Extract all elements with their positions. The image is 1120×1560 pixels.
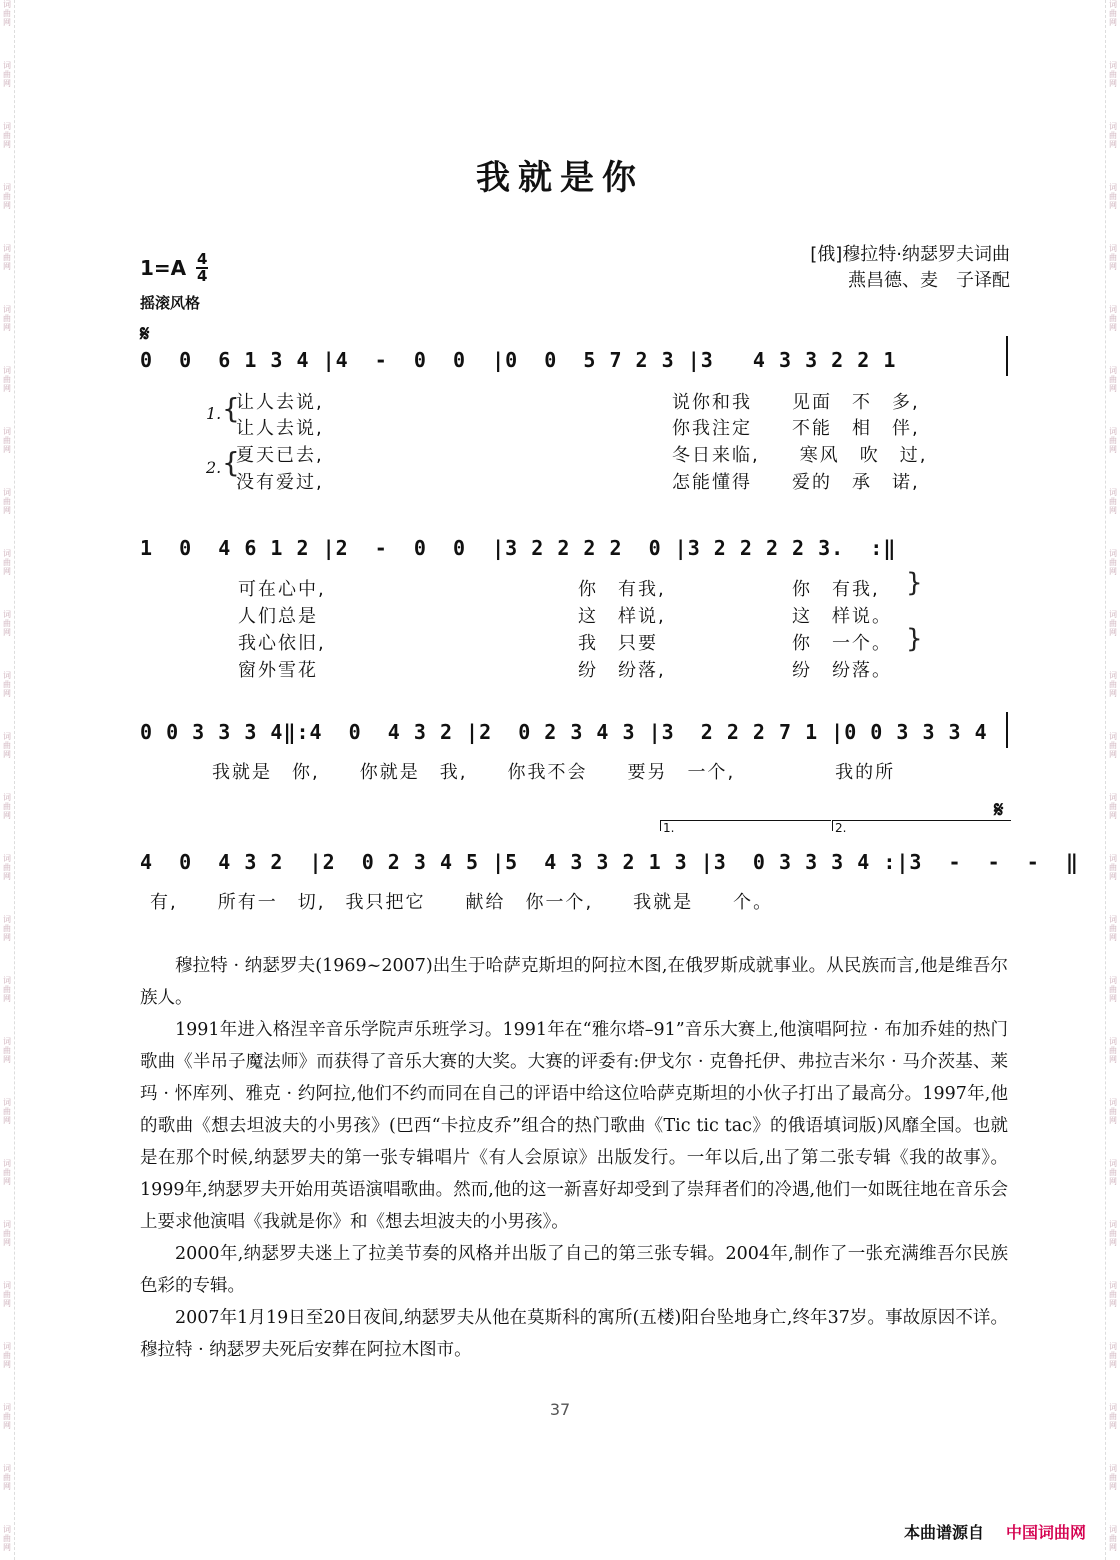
- footer-source-label: 本曲谱源自: [903, 1523, 984, 1542]
- system-1-lyric-4-left: 没有爱过,: [236, 472, 324, 493]
- credit-composer: [俄]穆拉特·纳瑟罗夫词曲: [810, 244, 1010, 265]
- system-2-lyric-4-b: 纷 纷落,: [578, 660, 666, 681]
- watermark-text: 词 曲 网: [1109, 549, 1117, 576]
- watermark-text: 词 曲 网: [1109, 61, 1117, 88]
- segno-sign-end: 𝄋: [994, 798, 1004, 823]
- watermark-text: 词 曲 网: [3, 915, 11, 942]
- watermark-text: 词 曲 网: [3, 366, 11, 393]
- system-2-lyric-2-b: 这 样说,: [578, 606, 666, 627]
- credit-translator: 燕昌德、麦 子译配: [848, 270, 1010, 291]
- watermark-text: 词 曲 网: [3, 549, 11, 576]
- verse-1-brace: {: [222, 392, 240, 425]
- paragraph-2: 1991年进入格涅辛音乐学院声乐班学习。1991年在“雅尔塔–91”音乐大赛上,他演唱阿拉 · 布加乔娃的热门歌曲《半吊子魔法师》而获得了音乐大赛的大奖。大赛的评委有:伊戈尔 · 克鲁托伊、弗拉吉米尔 · 马介茨基、莱玛 · 怀库列、雅克 · 约阿拉,他们不约而同在自己的评语中给这位哈萨克斯坦的小伙子打出了最高分。1997年,他的歌曲《想去坦波夫的小男孩》(巴西“卡拉皮乔”组合的热门歌曲《Tic tic tac》的俄语填词版)风靡全国。也就是在那个时候,纳瑟罗夫的第一张专辑唱片《有人会原谅》出版发行。一年以后,出了第二张专辑《我的故事》。1999年,纳瑟罗夫开始用英语演唱歌曲。然而,他的这一新喜好却受到了崇拜者们的冷遇,他们一如既往地在音乐会上要求他演唱《我就是你》和《想去坦波夫的小男孩》。: [140, 1020, 1008, 1232]
- watermark-text: 词 曲 网: [3, 732, 11, 759]
- watermark-text: 词 曲 网: [1109, 1342, 1117, 1369]
- watermark-text: 词 曲 网: [1109, 1159, 1117, 1186]
- system-4-lyrics: 有, 所有一 切, 我只把它 献给 你一个, 我就是 个。: [150, 892, 774, 913]
- watermark-text: 词 曲 网: [3, 854, 11, 881]
- system-2-lyric-4-a: 窗外雪花: [238, 660, 318, 681]
- volta-second-ending: 2.: [832, 820, 1011, 831]
- page-number: 37: [549, 1400, 571, 1419]
- system-1-lyric-2-left: 让人去说,: [236, 418, 324, 439]
- watermark-text: 词 曲 网: [1109, 915, 1117, 942]
- watermark-text: 词 曲 网: [1109, 488, 1117, 515]
- watermark-text: 词 曲 网: [3, 61, 11, 88]
- watermark-text: 词 曲 网: [1109, 671, 1117, 698]
- system-1-lyric-4-right: 怎能懂得 爱的 承 诺,: [672, 472, 920, 493]
- key-signature: 1=A: [140, 256, 187, 280]
- watermark-text: 词 曲 网: [1109, 976, 1117, 1003]
- watermark-text: 词 曲 网: [1109, 610, 1117, 637]
- paragraph-1: 穆拉特 · 纳瑟罗夫(1969~2007)出生于哈萨克斯坦的阿拉木图,在俄罗斯成就事业。从民族而言,他是维吾尔族人。: [140, 956, 1008, 1008]
- watermark-text: 词 曲 网: [1109, 244, 1117, 271]
- song-title: 我就是你: [476, 158, 644, 198]
- watermark-text: 词 曲 网: [1109, 305, 1117, 332]
- watermark-text: 词 曲 网: [1109, 732, 1117, 759]
- watermark-text: 词 曲 网: [1109, 1464, 1117, 1491]
- watermark-text: 词 曲 网: [3, 793, 11, 820]
- watermark-text: 词 曲 网: [1109, 427, 1117, 454]
- watermark-text: 词 曲 网: [3, 671, 11, 698]
- system-2-lyric-1-b: 你 有我,: [578, 579, 666, 600]
- watermark-text: 词 曲 网: [3, 427, 11, 454]
- system-1-notes: 0 0 6 1 3 4 |4 - 0 0 |0 0 5 7 2 3 |3 4 3 3 2 2 1: [140, 348, 897, 372]
- system-3-notes: 0 0 3 3 3 4‖:4 0 4 3 2 |2 0 2 3 4 3 |3 2 2 2 7 1 |0 0 3 3 3 4: [140, 720, 988, 744]
- watermark-text: 词 曲 网: [3, 1281, 11, 1308]
- system-3-lyrics: 我就是 你, 你就是 我, 你我不会 要另 一个, 我的所: [212, 762, 896, 783]
- watermark-text: 词 曲 网: [3, 1159, 11, 1186]
- watermark-text: 词 曲 网: [1109, 793, 1117, 820]
- paragraph-4: 2007年1月19日至20日夜间,纳瑟罗夫从他在莫斯科的寓所(五楼)阳台坠地身亡,终年37岁。事故原因不详。穆拉特 · 纳瑟罗夫死后安葬在阿拉木图市。: [140, 1308, 1008, 1360]
- watermark-text: 词 曲 网: [3, 244, 11, 271]
- time-signature: [196, 252, 208, 284]
- system-2-lyric-3-b: 我 只要: [578, 633, 658, 654]
- verse-2-marker: 2.: [206, 458, 222, 477]
- system-2-lyric-3-a: 我心依旧,: [238, 633, 326, 654]
- footer-source: [904, 1520, 1086, 1543]
- watermark-text: 词 曲 网: [1109, 1281, 1117, 1308]
- watermark-text: 词 曲 网: [3, 1037, 11, 1064]
- paragraph-3: 2000年,纳瑟罗夫迷上了拉美节奏的风格并出版了自己的第三张专辑。2004年,制作了一张充满维吾尔民族色彩的专辑。: [140, 1244, 1008, 1296]
- watermark-text: 词 曲 网: [3, 0, 11, 27]
- watermark-text: 词 曲 网: [3, 976, 11, 1003]
- system-2-lyric-1-c: 你 有我,: [792, 579, 880, 600]
- watermark-text: 词 曲 网: [3, 122, 11, 149]
- watermark-text: 词 曲 网: [1109, 854, 1117, 881]
- watermark-text: 词 曲 网: [1109, 122, 1117, 149]
- side-watermark-right: [1105, 0, 1120, 1560]
- watermark-text: 词 曲 网: [1109, 0, 1117, 27]
- system-4-notes: 4 0 4 3 2 |2 0 2 3 4 5 |5 4 3 3 2 1 3 |3 0 3 3 3 4 :|3 - - - ‖: [140, 850, 1079, 874]
- watermark-text: 词 曲 网: [3, 1464, 11, 1491]
- watermark-text: 词 曲 网: [1109, 1037, 1117, 1064]
- watermark-text: 词 曲 网: [1109, 1098, 1117, 1125]
- verse-2-brace: {: [222, 446, 240, 479]
- verse-1-marker: 1.: [206, 404, 222, 423]
- system-2-lyric-2-a: 人们总是: [238, 606, 318, 627]
- volta-first-ending: 1.: [660, 820, 831, 831]
- watermark-text: 词 曲 网: [3, 1342, 11, 1369]
- system-1-lyric-1-left: 让人去说,: [236, 392, 324, 413]
- time-signature-top: 4: [197, 250, 208, 268]
- watermark-text: 词 曲 网: [3, 183, 11, 210]
- system-3-end-barline: [1006, 712, 1008, 748]
- system-2-lyric-2-c: 这 样说。: [792, 606, 892, 627]
- watermark-text: 词 曲 网: [1109, 183, 1117, 210]
- watermark-text: 词 曲 网: [3, 610, 11, 637]
- watermark-text: 词 曲 网: [3, 1220, 11, 1247]
- system-2-notes: 1 0 4 6 1 2 |2 - 0 0 |3 2 2 2 2 0 |3 2 2 2 2 3. :‖: [140, 536, 897, 560]
- watermark-text: 词 曲 网: [1109, 1525, 1117, 1552]
- segno-sign: 𝄋: [140, 322, 150, 347]
- footer-brand-link[interactable]: 中国词曲网: [1005, 1523, 1086, 1542]
- system-1-lyric-3-right: 冬日来临, 寒风 吹 过,: [672, 445, 928, 466]
- time-signature-bottom: 4: [197, 267, 208, 285]
- watermark-text: 词 曲 网: [3, 1098, 11, 1125]
- system-1-lyric-1-right: 说你和我 见面 不 多,: [672, 392, 920, 413]
- watermark-text: 词 曲 网: [1109, 1403, 1117, 1430]
- system-1-lyric-3-left: 夏天已去,: [236, 445, 324, 466]
- system-1-end-barline: [1006, 336, 1008, 376]
- side-watermark-left: [0, 0, 15, 1560]
- system-2-brace-upper: }: [906, 568, 923, 598]
- biography-text: [140, 950, 1008, 1366]
- watermark-text: 词 曲 网: [3, 488, 11, 515]
- style-label: 摇滚风格: [140, 294, 201, 312]
- system-2-lyric-1-a: 可在心中,: [238, 579, 326, 600]
- system-2-lyric-3-c: 你 一个。: [792, 633, 892, 654]
- watermark-text: 词 曲 网: [3, 1525, 11, 1552]
- watermark-text: 词 曲 网: [3, 305, 11, 332]
- system-1-lyric-2-right: 你我注定 不能 相 伴,: [672, 418, 920, 439]
- system-2-brace-lower: }: [906, 624, 923, 654]
- watermark-text: 词 曲 网: [1109, 1220, 1117, 1247]
- watermark-text: 词 曲 网: [3, 1403, 11, 1430]
- system-2-lyric-4-c: 纷 纷落。: [792, 660, 892, 681]
- watermark-text: 词 曲 网: [1109, 366, 1117, 393]
